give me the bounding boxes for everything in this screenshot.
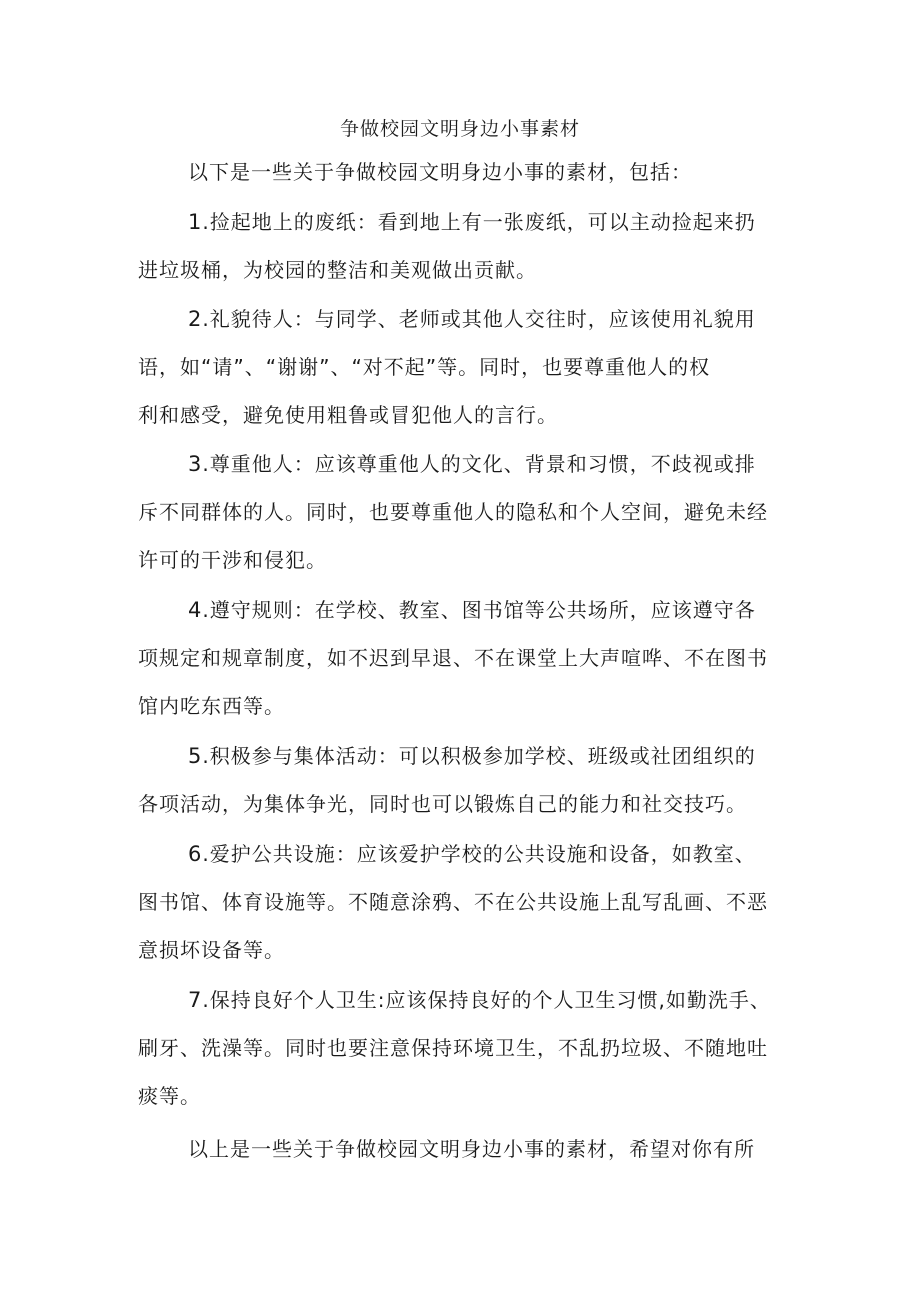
list-item-line	[138, 440, 788, 488]
list-item-line: 许可的干涉和侵犯。	[138, 548, 327, 572]
list-item-line: 语，如“请”、“谢谢”、“对不起”等。同时，也要尊重他人的权	[138, 355, 711, 379]
list-item-3	[138, 440, 788, 584]
item-number: 3	[188, 452, 203, 476]
item-number: 2	[188, 307, 203, 331]
list-item-2	[138, 295, 788, 439]
list-item-line	[138, 732, 788, 780]
item-text: .爱护公共设施：应该爱护学校的公共设施和设备，如教室、	[202, 842, 756, 866]
list-item-line: 意损坏设备等。	[138, 938, 285, 962]
list-item-5	[138, 732, 788, 828]
list-item-line	[138, 830, 788, 878]
list-item-line: 馆内吃东西等。	[138, 694, 285, 718]
list-item-line	[138, 198, 788, 246]
item-number: 6	[188, 842, 203, 866]
item-number: 1	[188, 210, 203, 234]
closing-paragraph: 以上是一些关于争做校园文明身边小事的素材，希望对你有所	[188, 1137, 755, 1161]
item-number: 5	[188, 744, 203, 768]
item-text: .礼貌待人：与同学、老师或其他人交往时，应该使用礼貌用	[202, 307, 756, 331]
list-item-line	[138, 295, 788, 343]
list-item-1	[138, 198, 788, 294]
item-number: 4	[188, 598, 203, 622]
list-item-4	[138, 586, 788, 730]
item-text: .保持良好个人卫生:应该保持良好的个人卫生习惯,如勤洗手、	[202, 988, 771, 1012]
list-item-line: 各项活动，为集体争光，同时也可以锻炼自己的能力和社交技巧。	[138, 792, 747, 816]
list-item-line: 斥不同群体的人。同时，也要尊重他人的隐私和个人空间，避免未经	[138, 500, 768, 524]
list-item-line: 进垃圾桶，为校园的整洁和美观做出贡献。	[138, 258, 537, 282]
item-text: .捡起地上的废纸：看到地上有一张废纸，可以主动捡起来扔	[202, 210, 756, 234]
list-item-line	[138, 976, 788, 1024]
list-item-line	[138, 586, 788, 634]
list-item-line: 利和感受，避免使用粗鲁或冒犯他人的言行。	[138, 403, 558, 427]
list-item-7	[138, 976, 788, 1120]
list-item-6	[138, 830, 788, 974]
list-item-line: 刷牙、洗澡等。同时也要注意保持环境卫生，不乱扔垃圾、不随地吐	[138, 1036, 768, 1060]
item-number: 7	[188, 988, 203, 1012]
item-text: .遵守规则：在学校、教室、图书馆等公共场所，应该遵守各	[202, 598, 756, 622]
list-item-line: 项规定和规章制度，如不迟到早退、不在课堂上大声喧哗、不在图书	[138, 646, 768, 670]
document-title: 争做校园文明身边小事素材	[339, 118, 580, 140]
list-item-line: 图书馆、体育设施等。不随意涂鸦、不在公共设施上乱写乱画、不恶	[138, 890, 768, 914]
intro-paragraph: 以下是一些关于争做校园文明身边小事的素材，包括：	[188, 160, 692, 184]
list-item-line: 痰等。	[138, 1084, 201, 1108]
item-text: .尊重他人：应该尊重他人的文化、背景和习惯，不歧视或排	[202, 452, 756, 476]
item-text: .积极参与集体活动：可以积极参加学校、班级或社团组织的	[202, 744, 756, 768]
